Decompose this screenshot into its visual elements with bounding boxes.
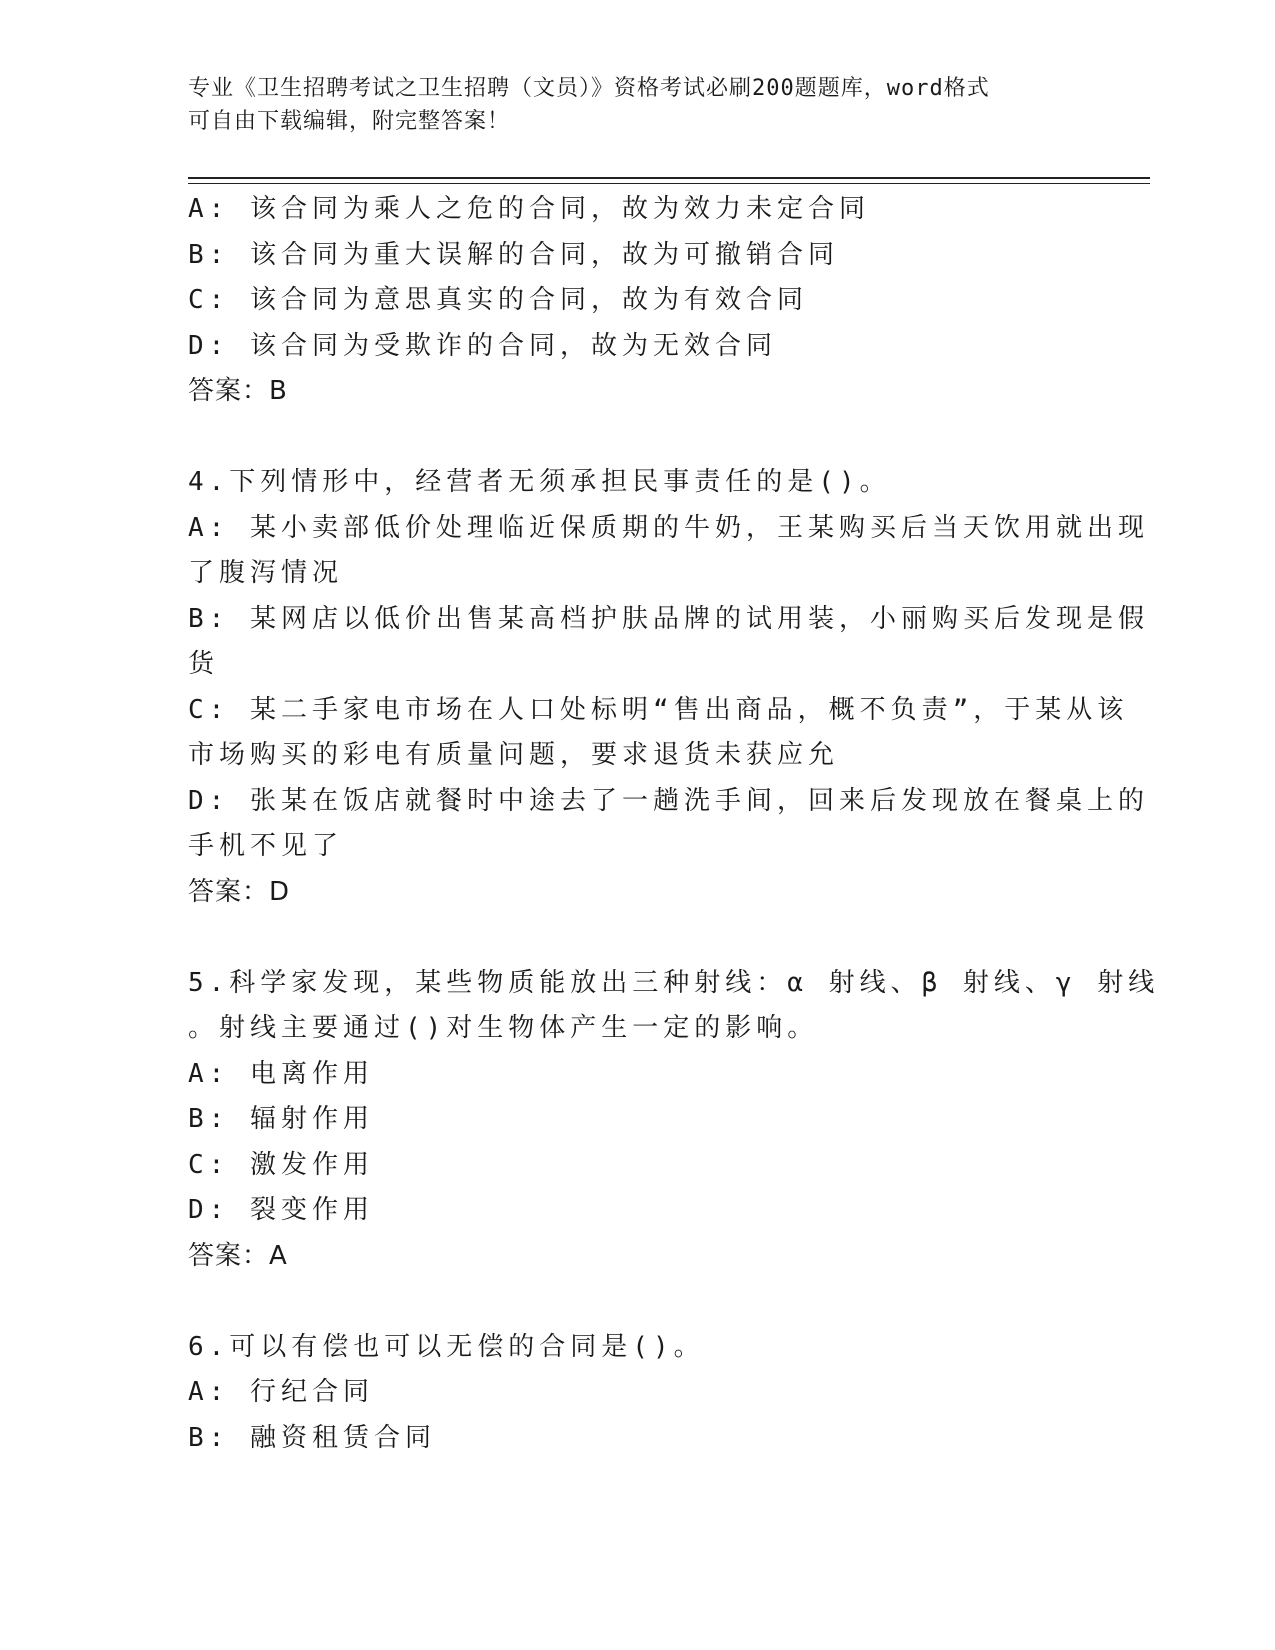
q4-answer: 答案：D [188,876,291,907]
header-divider-thin [188,183,1150,184]
q4-option-d-line-1: D: 张某在饭店就餐时中途去了一趟洗手间，回来后发现放在餐桌上的 [188,785,1149,816]
q6-option-b: B: 融资租赁合同 [188,1422,436,1453]
header-line-1: 专业《卫生招聘考试之卫生招聘（文员）》资格考试必刷200题题库，word格式 [188,76,990,101]
q4-option-a-line-1: A: 某小卖部低价处理临近保质期的牛奶，王某购买后当天饮用就出现 [188,512,1149,543]
q4-option-b-line-2: 货 [188,649,220,679]
spacer [188,1279,1088,1325]
q4-option-c-line-1: C: 某二手家电市场在人口处标明“售出商品，概不负责”，于某从该 [188,694,1129,725]
q5-option-c: C: 激发作用 [188,1149,374,1180]
q5-option-a: A: 电离作用 [188,1058,374,1089]
q6-question: 6.可以有偿也可以无偿的合同是()。 [188,1331,705,1362]
q4-question: 4.下列情形中，经营者无须承担民事责任的是()。 [188,467,891,497]
q3-answer: 答案：B [188,376,288,406]
q5-question-line-1: 5.科学家发现，某些物质能放出三种射线：α 射线、β 射线、γ 射线 [188,967,1160,998]
q4-option-d-line-2: 手机不见了 [188,831,344,861]
header-line-2: 可自由下载编辑，附完整答案！ [188,109,511,134]
q5-option-d: D: 裂变作用 [188,1195,374,1225]
question-6 [188,1325,1088,1462]
q3-option-a: A: 该合同为乘人之危的合同，故为效力未定合同 [188,194,870,224]
q6-option-a: A: 行纪合同 [188,1377,374,1407]
q3-option-b: B: 该合同为重大误解的合同，故为可撤销合同 [188,239,839,270]
document-header [188,72,1088,138]
q5-question-line-2: 。射线主要通过()对生物体产生一定的影响。 [188,1013,819,1043]
q3-option-c: C: 该合同为意思真实的合同，故为有效合同 [188,285,808,315]
question-list [188,187,1160,1461]
q4-option-c-line-2: 市场购买的彩电有质量问题，要求退货未获应允 [188,740,840,770]
q4-option-b-line-1: B: 某网店以低价出售某高档护肤品牌的试用装，小丽购买后发现是假 [188,603,1149,634]
spacer [188,915,1088,961]
q5-option-b: B: 辐射作用 [188,1104,374,1134]
question-3 [188,187,1088,415]
q3-option-d: D: 该合同为受欺诈的合同，故为无效合同 [188,330,777,361]
header-divider-thick [188,177,1150,179]
question-5 [188,961,1160,1280]
spacer [188,415,1088,461]
q4-option-a-line-2: 了腹泻情况 [188,558,344,588]
q5-answer: 答案：A [188,1240,288,1271]
question-4 [188,460,1149,915]
